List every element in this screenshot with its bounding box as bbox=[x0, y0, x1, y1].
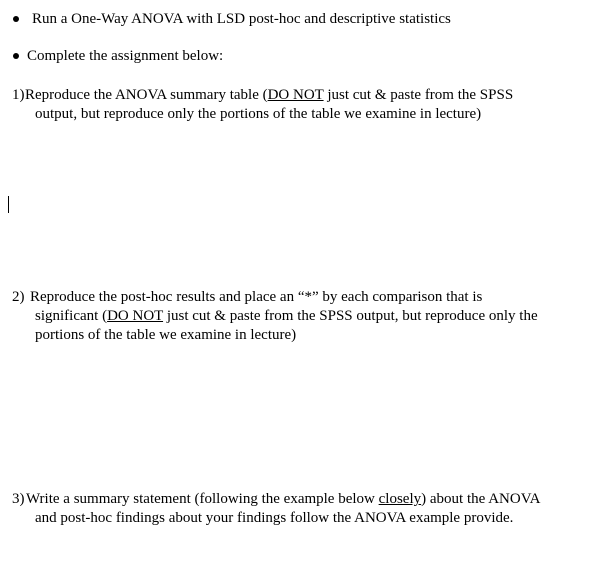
item-2-line-2: significant (DO NOT just cut & paste from the SPSS output, but reproduce only the bbox=[35, 308, 538, 324]
bullet-dot-icon bbox=[13, 53, 19, 59]
item-3-line-1: Write a summary statement (following the example below closely) about the ANOVA bbox=[26, 491, 541, 507]
do-not-underlined: DO NOT bbox=[267, 87, 324, 103]
item-1-line-1: Reproduce the ANOVA summary table (DO NOT just cut & paste from the SPSS bbox=[25, 87, 514, 103]
do-not-underlined: DO NOT bbox=[107, 308, 164, 324]
closely-underlined: closely bbox=[378, 491, 422, 507]
item-3-number: 3) bbox=[12, 491, 25, 507]
text-cursor-icon bbox=[8, 196, 9, 213]
item-2-line-1: Reproduce the post-hoc results and place an “*” by each comparison that is bbox=[30, 289, 483, 305]
item-2-number: 2) bbox=[12, 289, 25, 305]
item-3-line-2: and post-hoc findings about your findings follow the ANOVA example provide. bbox=[35, 510, 514, 526]
item-1-number: 1) bbox=[12, 87, 25, 103]
bullet-complete-assignment: Complete the assignment below: bbox=[27, 48, 224, 64]
item-1-line-2: output, but reproduce only the portions of the table we examine in lecture) bbox=[35, 106, 482, 122]
bullet-dot-icon bbox=[13, 16, 19, 22]
item-2-line-3: portions of the table we examine in lecture) bbox=[35, 327, 297, 343]
bullet-run-anova: Run a One-Way ANOVA with LSD post-hoc and descriptive statistics bbox=[32, 11, 451, 27]
